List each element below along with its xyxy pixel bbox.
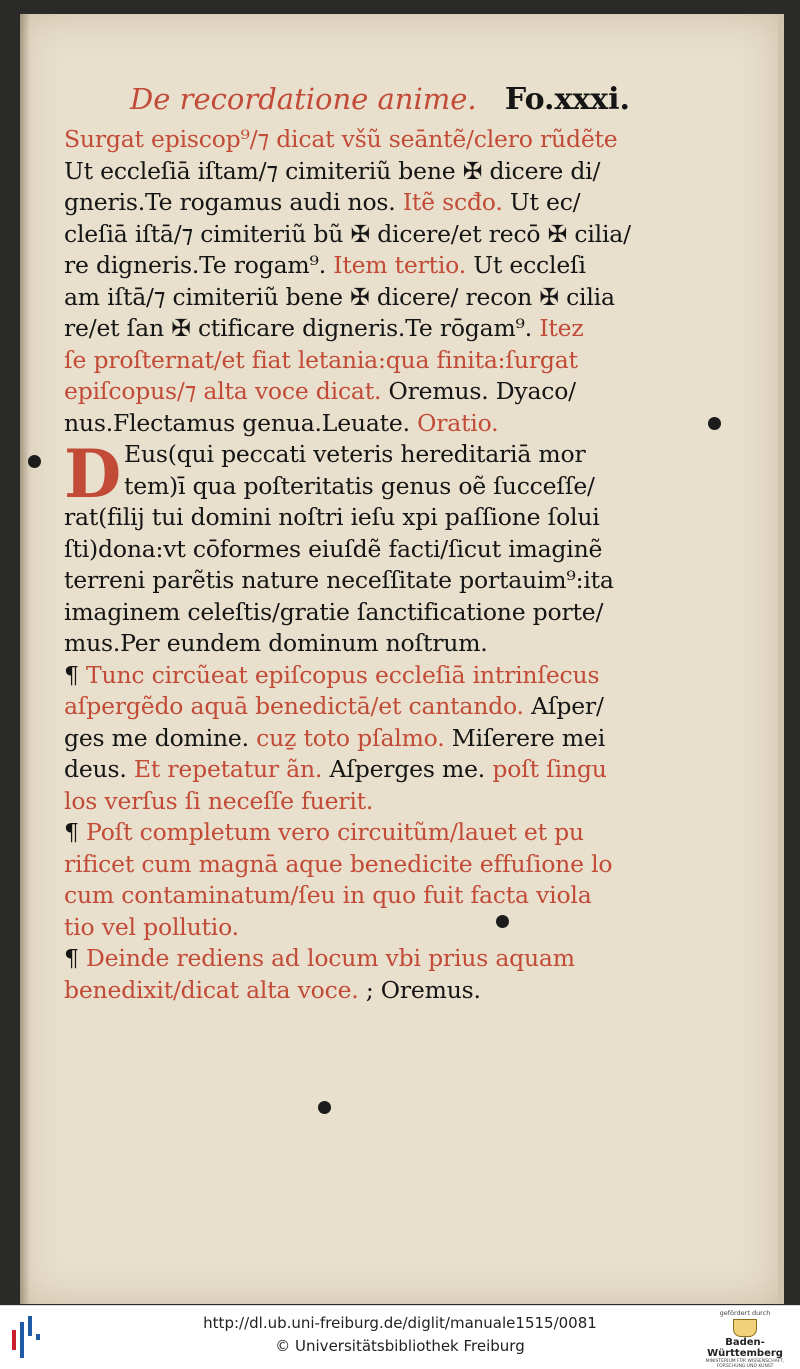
body-text: cleſiā iſtā/⁊ cimiteriũ bũ ✠ dicere/et recō ✠ cilia/ bbox=[64, 219, 631, 248]
sponsor-name: Baden-Württemberg bbox=[707, 1337, 783, 1359]
text-line bbox=[64, 250, 642, 282]
sponsor-badge bbox=[700, 1309, 790, 1369]
rubric-text: Surgat episcop⁹/⁊ dicat ᴠšũ seāntẽ/clero rũdẽte bbox=[64, 125, 618, 153]
rubric-text: los verſus ſi neceſſe fuerit. bbox=[64, 786, 374, 815]
body-text: Aſper/ bbox=[531, 692, 604, 720]
binding-hole-mark bbox=[28, 455, 41, 468]
rubric-text: Poſt completum vero circuitũm/lauet et pu bbox=[86, 818, 584, 846]
rubric-text: tio vel pollutio. bbox=[64, 912, 239, 941]
permalink-url[interactable]: http://dl.ub.uni-freiburg.de/diglit/manuale1515/0081 bbox=[203, 1314, 597, 1332]
rubric-text: rificet cum magnā aque benedicite effuſione lo bbox=[64, 849, 613, 878]
binding-hole-mark bbox=[318, 1101, 331, 1114]
page-edge bbox=[778, 14, 784, 1304]
page-fold-shadow bbox=[20, 14, 30, 1304]
rubric-text: aſpergẽdo aquā benedictā/et cantando. bbox=[64, 692, 532, 720]
text-line bbox=[64, 124, 642, 156]
text-line bbox=[64, 597, 642, 629]
body-text: ¶ bbox=[64, 944, 87, 972]
text-line bbox=[64, 943, 642, 975]
body-text: ſti)dona:vt cōformes eiuſdẽ facti/ſicut imaginẽ bbox=[64, 534, 603, 563]
copyright-text: © Universitätsbibliothek Freiburg bbox=[275, 1337, 525, 1355]
body-text: tem)ī qua poſteritatis genus oẽ ſucceſſe/ bbox=[124, 471, 595, 500]
rubric-text: Itẽ scđo. bbox=[402, 188, 510, 216]
rubric-text: Tunc circũeat epiſcopus eccleſiā intrinſecus bbox=[86, 660, 600, 689]
rubric-text: cuẕ toto pſalmo. bbox=[256, 723, 452, 752]
text-line bbox=[64, 282, 642, 314]
body-text: Ut eccleſi bbox=[473, 251, 586, 279]
text-line bbox=[64, 975, 642, 1007]
rubric-text: ſe proſternat/et fiat letania:qua finita:ſurgat bbox=[64, 345, 578, 374]
text-line bbox=[64, 439, 642, 471]
text-line bbox=[64, 786, 642, 818]
text-line bbox=[64, 345, 642, 377]
text-line bbox=[64, 219, 642, 251]
text-line bbox=[64, 408, 642, 440]
page-header bbox=[130, 82, 630, 122]
text-line bbox=[64, 187, 642, 219]
text-line bbox=[64, 912, 642, 944]
body-text: ges me domine. bbox=[64, 723, 257, 752]
text-block bbox=[64, 124, 642, 1006]
sponsor-subtitle: MINISTERIUM FÜR WISSENSCHAFT, FORSCHUNG UND KUNST bbox=[705, 1359, 785, 1369]
text-line bbox=[64, 660, 642, 692]
text-line bbox=[64, 754, 642, 786]
rubric-text: Item tertio. bbox=[333, 251, 474, 279]
body-text: Oremus. Dyaco/ bbox=[388, 377, 576, 405]
body-text: rat(filij tui domini noſtri ieſu xpi paſſione ſolui bbox=[64, 503, 600, 531]
text-line bbox=[64, 849, 642, 881]
body-text: Ut ec/ bbox=[509, 188, 581, 216]
body-text: deus. bbox=[64, 755, 134, 783]
body-text: Miſerere mei bbox=[451, 723, 606, 752]
text-line bbox=[64, 723, 642, 755]
text-line bbox=[64, 880, 642, 912]
decorated-initial: D bbox=[64, 435, 122, 513]
binding-hole-mark bbox=[708, 417, 721, 430]
binding-hole-mark bbox=[496, 915, 509, 928]
rubric-text: Oratio. bbox=[417, 408, 499, 437]
body-text: re/et ſan ✠ ctificare digneris.Te rōgam⁹. bbox=[64, 314, 540, 342]
folio-number: Fo.xxxi. bbox=[504, 82, 630, 117]
rubric-text: Et repetatur ãn. bbox=[133, 755, 330, 783]
text-line bbox=[64, 502, 642, 534]
text-line bbox=[64, 376, 642, 408]
text-line bbox=[64, 534, 642, 566]
viewer-footer bbox=[0, 1305, 800, 1369]
text-line bbox=[64, 565, 642, 597]
rubric-text: benedixit/dicat alta voce. bbox=[64, 975, 366, 1004]
body-text: imaginem celeſtis/gratie ſanctificatione porte/ bbox=[64, 597, 604, 626]
body-text: mus.Per eundem dominum noſtrum. bbox=[64, 629, 488, 657]
rubric-text: Deinde rediens ad locum vbi prius aquam bbox=[86, 944, 575, 972]
body-text: gneris.Te rogamus audi nos. bbox=[64, 188, 403, 216]
text-line bbox=[64, 313, 642, 345]
text-line bbox=[64, 817, 642, 849]
body-text: Aſperges me. bbox=[329, 755, 493, 783]
text-line bbox=[64, 691, 642, 723]
sponsor-label: gefördert durch bbox=[719, 1309, 771, 1317]
body-text: re digneris.Te rogam⁹. bbox=[64, 251, 334, 279]
state-crest-icon bbox=[733, 1319, 757, 1337]
rubric-text: poſt ſingu bbox=[492, 755, 607, 783]
running-head: De recordatione anime. bbox=[130, 82, 477, 116]
rubric-text: cum contaminatum/ſeu in quo fuit facta viola bbox=[64, 881, 592, 909]
rubric-text: epiſcopus/⁊ alta voce dicat. bbox=[64, 377, 389, 405]
body-text: ¶ bbox=[64, 818, 87, 846]
body-text: ; Oremus. bbox=[365, 975, 481, 1004]
body-text: terreni parẽtis nature neceſſitate portauim⁹:ita bbox=[64, 566, 614, 594]
text-line bbox=[64, 156, 642, 188]
rubric-text: Itez bbox=[539, 314, 584, 342]
body-text: Eus(qui peccati veteris hereditariā mor bbox=[124, 440, 586, 468]
body-text: am iſtā/⁊ cimiteriũ bene ✠ dicere/ recon ✠ cilia bbox=[64, 282, 615, 311]
body-text: nus.Flectamus genua.Leuate. bbox=[64, 408, 418, 437]
body-text: ¶ bbox=[64, 660, 87, 689]
text-line bbox=[64, 471, 642, 503]
text-line bbox=[64, 628, 642, 660]
body-text: Ut eccleſiā iſtam/⁊ cimiteriũ bene ✠ dicere di/ bbox=[64, 156, 601, 185]
